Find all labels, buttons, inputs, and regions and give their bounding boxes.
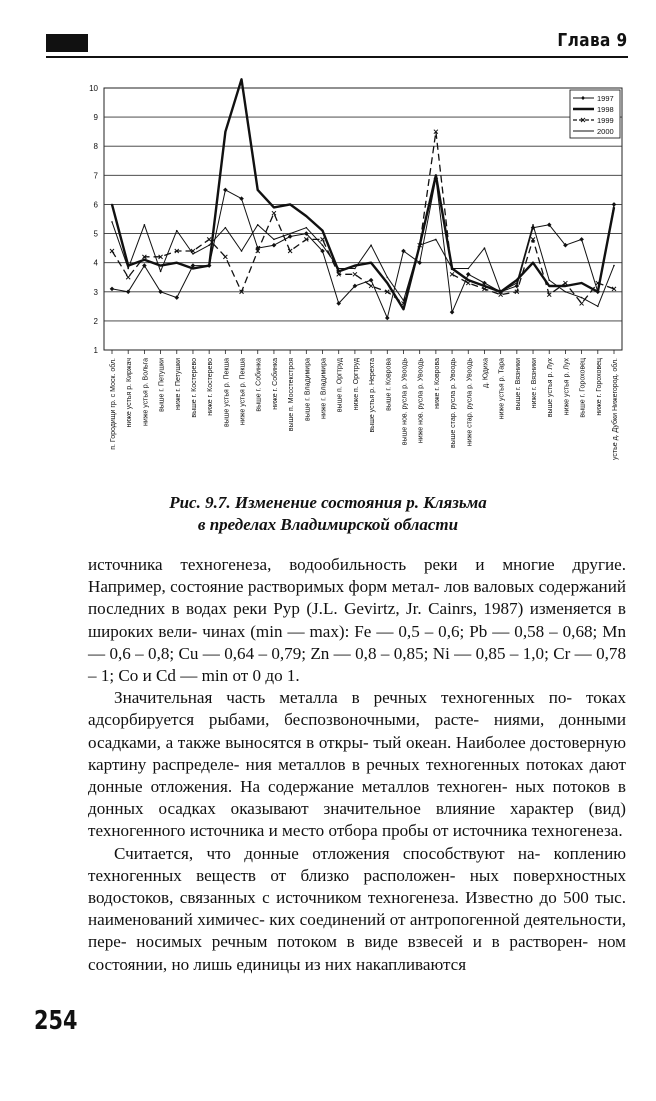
- data-point: [225, 227, 227, 229]
- x-tick-label: ниже г. Вязники: [531, 357, 539, 409]
- text-line: токах адсорбируется рыбами, беспозвоночными, расте-: [88, 688, 626, 730]
- x-tick-label: выше устья р. Лух: [547, 358, 555, 418]
- data-point: [338, 268, 340, 270]
- text-line: лов валовых содержаний последних в водах реки Рур: [88, 577, 626, 619]
- data-point: [386, 276, 388, 278]
- text-line: чинах (min — max): Fe — 0,5 – 0,6; Pb — 0,58 – 0,68; Mn —: [88, 621, 626, 663]
- x-tick-label: ниже устья р. Лух: [563, 357, 571, 416]
- data-point: [273, 207, 275, 209]
- series-line-1997: [112, 178, 614, 318]
- x-tick-label: выше нов. русла р. Увоодь: [401, 358, 409, 446]
- data-point: [565, 291, 567, 293]
- x-tick-label: ниже п. Оргтруд: [352, 358, 360, 411]
- data-point: [241, 250, 243, 252]
- x-tick-label: ниже г. Петушки: [174, 358, 182, 410]
- chapter-label: Глава 9: [557, 30, 628, 51]
- x-tick-label: выше г. Костерево: [190, 358, 198, 418]
- x-tick-label: ниже г. Гороховец: [595, 358, 603, 416]
- data-point: [467, 279, 469, 281]
- data-point: [565, 285, 567, 287]
- data-point: [354, 265, 356, 267]
- data-point: [581, 282, 583, 284]
- data-point: [126, 289, 131, 294]
- data-point: [127, 268, 129, 270]
- figure-caption-line1: Рис. 9.7. Изменение состояния р. Клязьма: [169, 493, 487, 512]
- data-point: [403, 300, 405, 302]
- data-point: [353, 272, 357, 276]
- text-line: ных поверхностных водостоков, связанных с источником: [88, 865, 626, 908]
- legend-label: 1999: [597, 116, 614, 125]
- x-tick-label: выше стар. русла р. Увоодь: [450, 358, 458, 449]
- y-tick-label: 10: [89, 84, 98, 93]
- data-point: [435, 175, 437, 177]
- data-point: [208, 265, 210, 267]
- data-point: [484, 285, 486, 287]
- text-line: источника техногенеза, водообильность реки и многие: [88, 555, 555, 574]
- x-tick-label: д. Юдиха: [482, 358, 490, 389]
- data-point: [532, 262, 534, 264]
- x-tick-label: п. Городищи гр. с Моск. обл.: [110, 358, 117, 450]
- x-tick-label: ниже г. Собинка: [271, 358, 279, 410]
- data-point: [369, 278, 374, 283]
- data-point: [225, 131, 227, 133]
- data-point: [466, 281, 470, 285]
- data-point: [192, 253, 194, 255]
- data-point: [160, 265, 162, 267]
- x-tick-label: выше г. Вязники: [514, 358, 522, 411]
- text-line: отбора пробы от источника техногенеза.: [328, 821, 623, 841]
- data-point: [158, 289, 163, 294]
- y-tick-label: 6: [93, 200, 98, 210]
- data-point: [142, 263, 147, 268]
- data-point: [322, 244, 324, 246]
- x-tick-label: выше г. Собинка: [255, 358, 263, 412]
- data-point: [322, 230, 324, 232]
- data-point: [306, 227, 308, 229]
- text-line: техногенеза. Известно до 500 тыс. наименований химичес-: [88, 888, 626, 930]
- data-point: [563, 281, 567, 285]
- data-point: [223, 188, 228, 193]
- data-point: [239, 196, 244, 201]
- y-tick-label: 5: [93, 229, 98, 239]
- text-line: носимых речным потоком в виде взвесей и в растворен-: [136, 932, 589, 952]
- page-number: 254: [34, 1006, 78, 1036]
- data-point: [597, 291, 599, 293]
- data-point: [272, 211, 276, 215]
- data-point: [370, 244, 372, 246]
- data-point: [174, 295, 179, 300]
- x-tick-label: выше устья р. Пекша: [223, 358, 231, 427]
- header-marker-block: [46, 34, 88, 52]
- header-rule: [46, 56, 628, 58]
- data-point: [613, 265, 615, 267]
- data-point: [548, 279, 550, 281]
- y-tick-label: 2: [93, 316, 98, 326]
- data-point: [288, 234, 293, 239]
- text-line: Cr — 0,78 – 1; Co и Cd — min от 0 до 1.: [88, 643, 626, 686]
- text-line: донные отложения. На содержание металлов техноген-: [88, 777, 508, 797]
- data-point: [580, 301, 584, 305]
- data-point: [516, 282, 518, 284]
- data-point: [273, 239, 275, 241]
- data-point: [110, 249, 114, 253]
- text-line: ных потоков в донных осадках оказывают значительное: [88, 777, 626, 819]
- text-line: Считается, что донные отложения способствуют на-: [114, 843, 541, 863]
- paragraph: [88, 843, 626, 976]
- data-point: [208, 244, 210, 246]
- data-point: [272, 243, 277, 248]
- data-point: [500, 291, 502, 293]
- data-point: [126, 275, 130, 279]
- data-point: [257, 224, 259, 226]
- data-point: [111, 204, 113, 206]
- text-line: Значительная часть металла в речных техногенных по-: [114, 688, 573, 708]
- data-point: [451, 268, 453, 270]
- data-point: [241, 78, 243, 80]
- data-point: [110, 287, 115, 292]
- text-line: ном состоянии, но лишь единицы из них накапливаются: [88, 932, 626, 974]
- data-point: [612, 202, 617, 207]
- data-point: [257, 189, 259, 191]
- x-tick-label: ниже устья р. Пекша: [239, 358, 247, 426]
- data-point: [160, 271, 162, 273]
- data-point: [289, 204, 291, 206]
- text-line: ниями, донными осадками, а также выносятся в откры-: [88, 710, 626, 752]
- data-point: [467, 268, 469, 270]
- data-point: [466, 272, 471, 277]
- data-point: [597, 306, 599, 308]
- plot-frame: [104, 88, 622, 350]
- paragraph: [88, 554, 626, 687]
- data-point: [111, 221, 113, 223]
- y-tick-label: 3: [93, 287, 98, 297]
- x-tick-label: ниже нов. русла р. Увоодь: [417, 358, 425, 444]
- paragraph: [88, 687, 626, 842]
- y-tick-label: 7: [93, 171, 98, 181]
- x-tick-label: ниже устья р. Тара: [498, 358, 506, 420]
- data-point: [386, 282, 388, 284]
- x-tick-label: ниже г. Костерево: [207, 358, 215, 416]
- text-line: 0,6 – 0,8; Cu — 0,64 – 0,79; Zn — 0,8 – 0,85; Ni — 0,85 – 1,0;: [109, 643, 549, 663]
- body-text: [88, 554, 626, 976]
- data-point: [403, 308, 405, 310]
- data-point: [548, 285, 550, 287]
- legend-label: 1997: [597, 94, 614, 103]
- data-point: [176, 230, 178, 232]
- text-line: ких соединений от антропогенной деятельности, пере-: [88, 910, 627, 952]
- data-point: [207, 237, 211, 241]
- text-line: влияние характер (вид) техногенного источника и место: [88, 799, 626, 841]
- y-tick-label: 1: [93, 346, 98, 355]
- data-point: [192, 268, 194, 270]
- data-point: [370, 262, 372, 264]
- text-line: (J.L. Gevirtz, Jr. Cainrs, 1987) изменяется в широких вели-: [88, 599, 626, 641]
- data-point: [532, 224, 534, 226]
- data-point: [581, 297, 583, 299]
- legend-label: 2000: [597, 127, 614, 136]
- data-point: [176, 262, 178, 264]
- data-point: [369, 284, 373, 288]
- x-tick-label: выше устья р. Нерехта: [369, 358, 377, 433]
- text-line: другие. Например, состояние растворимых форм метал-: [88, 555, 626, 597]
- line-chart: [60, 76, 630, 486]
- x-tick-label: выше г. Гороховец: [579, 358, 587, 418]
- data-point: [613, 207, 615, 209]
- x-tick-label: ниже стар. русла р. Увоодь: [466, 358, 474, 447]
- x-tick-label: ниже г. Коврова: [433, 358, 441, 409]
- text-line: коплению техногенных веществ от близко расположен-: [88, 843, 626, 885]
- x-tick-label: выше г. Петушки: [158, 358, 166, 412]
- y-tick-label: 9: [93, 113, 98, 123]
- data-point: [435, 239, 437, 241]
- x-tick-label: ниже г. Владимира: [320, 358, 328, 420]
- data-point: [144, 259, 146, 261]
- text-line: ния металлов в речных техногенных потоках дают: [245, 754, 626, 774]
- x-tick-label: устье д. Дубки Нижегород. обл.: [612, 358, 619, 461]
- x-tick-label: выше г. Владимира: [304, 358, 312, 421]
- data-point: [385, 316, 390, 321]
- text-line: тый океан. Наиболее достоверную картину распределе-: [88, 732, 626, 774]
- data-point: [306, 215, 308, 217]
- data-point: [579, 237, 584, 242]
- data-point: [354, 268, 356, 270]
- data-point: [450, 310, 455, 315]
- x-tick-label: выше г. Коврова: [385, 358, 393, 411]
- x-tick-label: ниже устья р. Киржач: [126, 358, 134, 428]
- x-tick-label: выше п. Оргтруд: [336, 358, 344, 413]
- data-point: [289, 233, 291, 235]
- data-point: [484, 247, 486, 249]
- data-point: [144, 224, 146, 226]
- x-tick-label: ниже устья р. Вольга: [142, 358, 150, 427]
- series-line-1998: [112, 79, 614, 309]
- figure-caption-line2: в пределах Владимирской области: [197, 515, 459, 534]
- x-tick-label: выше п. Мосстекстроя: [288, 358, 296, 432]
- legend-label: 1998: [597, 105, 614, 114]
- y-tick-label: 4: [93, 258, 98, 268]
- data-point: [223, 255, 227, 259]
- y-tick-label: 8: [93, 142, 98, 152]
- data-point: [419, 244, 421, 246]
